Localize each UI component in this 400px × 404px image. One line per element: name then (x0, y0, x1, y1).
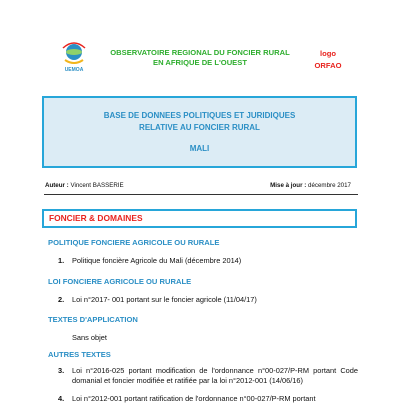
update-label: Mise à jour : (270, 182, 307, 189)
logo-caption: UEMOA (64, 67, 84, 73)
subsection-heading-policy: POLITIQUE FONCIERE AGRICOLE OU RURALE (48, 238, 220, 247)
subsection-heading-other: AUTRES TEXTES (48, 350, 111, 359)
document-meta (45, 181, 351, 191)
update-value: décembre 2017 (308, 182, 351, 189)
list-item-number: 3. (58, 366, 65, 375)
document-header (0, 0, 400, 80)
list-item-text: Politique foncière Agricole du Mali (décembre 2014) (72, 256, 242, 265)
list-item (58, 295, 358, 305)
list-item-number: 1. (58, 256, 65, 265)
no-object-text: Sans objet (72, 333, 107, 342)
author-label: Auteur : (45, 182, 69, 189)
logo-placeholder-line1: logo (319, 49, 337, 58)
list-item (58, 394, 358, 404)
author-value: Vincent BASSERIE (70, 182, 124, 189)
organization-title-line2: EN AFRIQUE DE L'OUEST (153, 58, 247, 67)
subsection-heading-law: LOI FONCIERE AGRICOLE OU RURALE (48, 277, 192, 286)
list-item-number: 2. (58, 295, 65, 304)
section-title: FONCIER & DOMAINES (49, 213, 143, 223)
list-item-number: 4. (58, 394, 65, 403)
document-title-box (42, 96, 357, 168)
list-item-text: Loi n°2016-025 portant modification de l'ordonnance n°00-027/P-RM portant Code domanial et foncier modifiée et ratifiée par la loi n°2012-001 (14/06/16) (72, 366, 358, 385)
update-info (270, 181, 351, 191)
organization-title-line1: OBSERVATOIRE REGIONAL DU FONCIER RURAL (110, 48, 290, 57)
list-item (58, 366, 358, 386)
document-title-line2: RELATIVE AU FONCIER RURAL (139, 123, 260, 132)
country-title: MALI (189, 144, 210, 153)
section-header-box (42, 209, 357, 228)
logo-placeholder-line2: ORFAO (314, 61, 342, 70)
organization-title (96, 48, 304, 68)
list-item (58, 256, 358, 266)
list-item-text: Loi n°2017- 001 portant sur le foncier agricole (11/04/17) (72, 295, 257, 304)
list-item-text: Loi n°2012-001 portant ratification de l'ordonnance n°00-027/P-RM portant (72, 394, 316, 403)
logo-placeholder (306, 48, 350, 72)
uemoa-logo-icon (59, 40, 89, 74)
subsection-heading-application: TEXTES D'APPLICATION (48, 315, 138, 324)
author-info (45, 181, 124, 191)
document-title-line1: BASE DE DONNEES POLITIQUES ET JURIDIQUES (103, 111, 296, 120)
divider (44, 194, 358, 195)
